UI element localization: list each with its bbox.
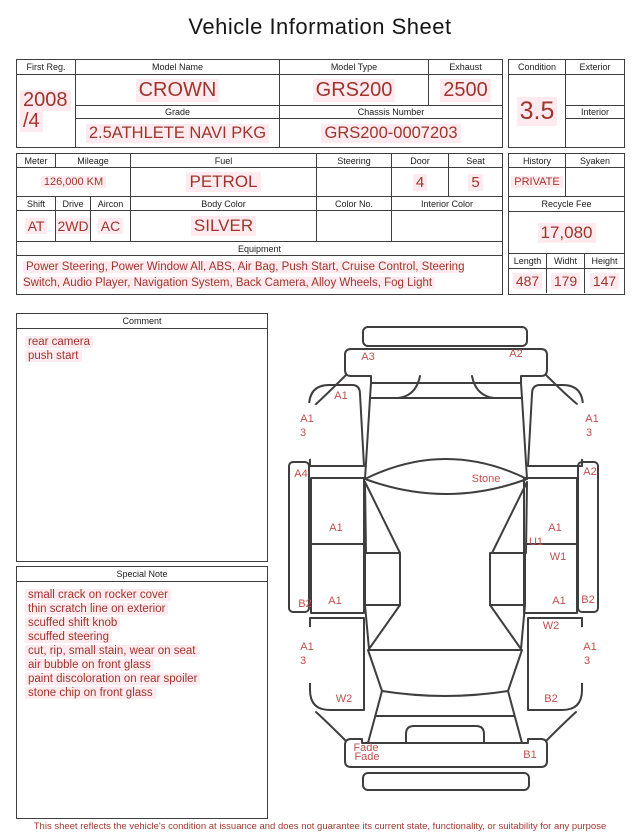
c-pillars	[365, 605, 525, 649]
model-type-label: Model Type	[280, 60, 429, 75]
fuel-value: PETROL	[131, 168, 317, 197]
bonnet	[365, 383, 527, 479]
interior-color-label: Interior Color	[392, 197, 502, 211]
damage-label: W2	[335, 693, 353, 705]
special-note-line: scuffed shift knob	[25, 617, 259, 631]
exterior-grade	[566, 75, 624, 106]
left-rocker-panel	[289, 462, 312, 612]
page-title: Vehicle Information Sheet	[188, 14, 452, 39]
damage-labels	[294, 348, 598, 763]
front-connectors	[315, 375, 577, 405]
history-label: History	[509, 154, 566, 168]
front-bumper-strip	[363, 327, 527, 346]
special-note-line: paint discoloration on rear spoiler	[25, 673, 259, 687]
width-value: 179	[547, 269, 585, 293]
height-value: 147	[585, 269, 624, 293]
damage-label: 3	[299, 427, 307, 439]
special-note-line: stone chip on front glass	[25, 687, 259, 701]
damage-label: Fade	[354, 751, 380, 763]
special-note-line: air bubble on front glass	[25, 659, 259, 673]
first-reg-label: First Reg.	[17, 60, 76, 75]
equipment-label: Equipment	[17, 242, 502, 256]
interior-color-value	[392, 211, 502, 242]
color-no-value	[317, 211, 392, 242]
aircon-label: Aircon	[91, 197, 131, 211]
special-note-line: small crack on rocker cover	[25, 589, 259, 603]
exterior-label: Exterior	[566, 60, 624, 75]
history-value: PRIVATE	[509, 168, 566, 197]
comment-box	[16, 313, 268, 562]
special-note-line: cut, rip, small stain, wear on seat	[25, 645, 259, 659]
damage-label: A1	[300, 413, 314, 425]
damage-label: A1	[334, 390, 348, 402]
damage-label: A1	[552, 595, 566, 607]
condition-box	[508, 59, 625, 148]
special-note-line: scuffed steering	[25, 631, 259, 645]
rear-bumper-strip	[363, 773, 529, 790]
exhaust-value: 2500	[429, 75, 502, 106]
damage-label: A1	[300, 641, 314, 653]
damage-label: 3	[583, 655, 591, 667]
interior-label: Interior	[566, 106, 624, 119]
model-name-value: CROWN	[76, 75, 280, 106]
windscreen	[365, 459, 527, 494]
height-label: Height	[585, 254, 624, 269]
syaken-value	[566, 168, 624, 197]
left-front-door	[311, 478, 364, 544]
length-value: 487	[509, 269, 547, 293]
right-rocker-panel	[578, 462, 598, 612]
damage-label: A1	[583, 641, 597, 653]
width-label: Widht	[547, 254, 585, 269]
meter-label: Meter	[17, 154, 56, 168]
special-note-box	[16, 566, 268, 819]
door-label: Door	[392, 154, 449, 168]
syaken-label: Syaken	[566, 154, 624, 168]
damage-label: B2	[298, 598, 312, 610]
car-damage-diagram	[272, 312, 632, 822]
model-name-label: Model Name	[76, 60, 280, 75]
spare-tire	[563, 756, 617, 810]
body-color-value: SILVER	[131, 211, 317, 242]
model-type-value: GRS200	[280, 75, 429, 106]
cowl-arcs	[398, 376, 494, 398]
damage-label: Stone	[471, 473, 501, 485]
car-outline	[276, 327, 618, 810]
seat-value: 5	[449, 168, 502, 197]
boot-lid	[368, 691, 522, 743]
fuel-label: Fuel	[131, 154, 317, 168]
special-note-label: Special Note	[17, 567, 267, 582]
damage-label: Fade	[353, 742, 379, 754]
mileage-value: 126,000 KM	[17, 168, 131, 197]
damage-label: 3	[585, 427, 593, 439]
damage-label: B2	[544, 693, 558, 705]
color-no-label: Color No.	[317, 197, 392, 211]
shift-value: AT	[17, 211, 56, 242]
damage-label: U1	[528, 536, 544, 548]
special-note-body	[17, 582, 267, 708]
details-table	[16, 153, 503, 295]
mileage-label: Mileage	[56, 154, 131, 168]
damage-label: 3	[299, 655, 307, 667]
damage-label: A1	[548, 522, 562, 534]
equipment-value: Power Steering, Power Window All, ABS, Air Bag, Push Start, Cruise Control, Steering Switch, Audio Player, Navigation System, Back Camera, Alloy Wheels, Fog Light	[23, 261, 465, 289]
shift-label: Shift	[17, 197, 56, 211]
grade-label: Grade	[76, 106, 280, 119]
recycle-fee-label: Recycle Fee	[509, 197, 624, 212]
interior-grade	[566, 119, 624, 147]
damage-label: A1	[585, 413, 599, 425]
comment-line: push start	[25, 350, 259, 364]
history-box	[508, 153, 625, 295]
damage-label: B2	[581, 594, 595, 606]
first-reg-value: 2008 /4	[17, 75, 76, 147]
chassis-value: GRS200-0007203	[280, 119, 502, 147]
drive-value: 2WD	[56, 211, 91, 242]
length-label: Length	[509, 254, 547, 269]
damage-label: W1	[549, 551, 567, 563]
damage-label: A3	[361, 351, 375, 363]
damage-label: A2	[583, 466, 597, 478]
damage-label: B1	[523, 749, 537, 761]
recycle-fee-value: 17,080	[509, 212, 624, 254]
rear-window	[368, 650, 522, 696]
aircon-value: AC	[91, 211, 131, 242]
vehicle-table	[16, 59, 503, 148]
drive-label: Drive	[56, 197, 91, 211]
body-color-label: Body Color	[131, 197, 317, 211]
disclaimer-text: This sheet reflects the vehicle's condition at issuance and does not guarantee its current state, functionality, or suitability for any purpose	[33, 821, 607, 832]
steering-value	[317, 168, 392, 197]
seat-label: Seat	[449, 154, 502, 168]
chassis-label: Chassis Number	[280, 106, 502, 119]
condition-label: Condition	[509, 60, 566, 75]
damage-label: A2	[509, 348, 523, 360]
comment-label: Comment	[17, 314, 267, 329]
damage-label: A1	[328, 595, 342, 607]
special-note-line: thin scratch line on exterior	[25, 603, 259, 617]
condition-score: 3.5	[509, 75, 566, 147]
right-front-door	[524, 478, 577, 544]
a-pillars	[365, 482, 527, 553]
damage-label: A4	[294, 468, 308, 480]
right-side-window	[490, 553, 525, 605]
damage-label: A1	[329, 522, 343, 534]
comment-body	[17, 329, 267, 371]
door-value: 4	[392, 168, 449, 197]
damage-label: W2	[542, 620, 560, 632]
left-side-window	[365, 553, 400, 605]
exhaust-label: Exhaust	[429, 60, 502, 75]
steering-label: Steering	[317, 154, 392, 168]
grade-value: 2.5ATHLETE NAVI PKG	[76, 119, 280, 147]
plate-recess	[406, 726, 484, 743]
comment-line: rear camera	[25, 336, 259, 350]
